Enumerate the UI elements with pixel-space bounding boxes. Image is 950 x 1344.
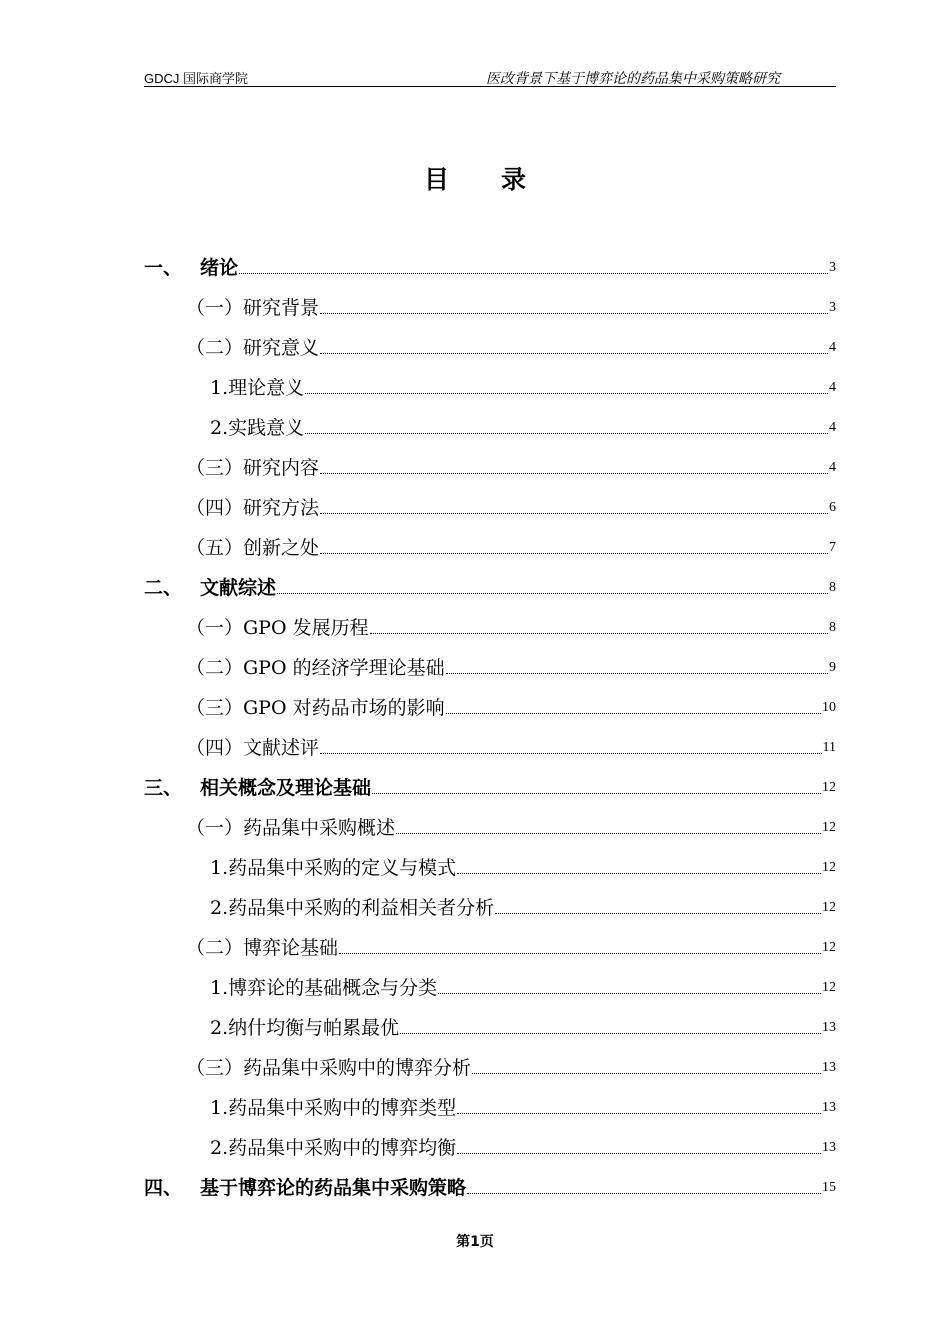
toc-dot-leader <box>372 793 821 794</box>
toc-entry-text: （三）研究内容 <box>186 457 320 479</box>
toc-entry[interactable] <box>144 438 836 478</box>
toc-page-number: 12 <box>822 940 836 955</box>
toc-entry[interactable] <box>144 678 836 718</box>
toc-entry[interactable] <box>144 1078 836 1118</box>
toc-entry[interactable] <box>144 958 836 998</box>
toc-page-number: 8 <box>829 620 836 635</box>
toc-entry[interactable] <box>144 758 836 798</box>
toc-page-number: 3 <box>829 300 836 315</box>
toc-chapter-number: 四、 <box>144 1177 183 1199</box>
toc-entry-text: （一）研究背景 <box>186 297 320 319</box>
toc-entry-text: （二）GPO 的经济学理论基础 <box>186 657 445 679</box>
toc-entry-text: 1.药品集中采购中的博弈类型 <box>210 1097 457 1119</box>
toc-entry[interactable] <box>144 398 836 438</box>
toc-dot-leader <box>396 833 821 834</box>
toc-dot-leader <box>277 593 828 594</box>
toc-entry-text: （四）文献述评 <box>186 737 320 759</box>
header-institution: GDCJ 国际商学院 <box>144 71 249 86</box>
toc-entry-text: 2.药品集中采购中的博弈均衡 <box>210 1137 457 1159</box>
toc-entry-text: （二）博弈论基础 <box>186 937 339 959</box>
toc-entry[interactable] <box>144 878 836 918</box>
toc-entry-label <box>186 938 338 958</box>
toc-chapter-number: 一、 <box>144 257 183 279</box>
toc-page-number: 13 <box>822 1140 836 1155</box>
toc-entry[interactable] <box>144 478 836 518</box>
toc-entry-text: 1.药品集中采购的定义与模式 <box>210 857 457 879</box>
header-thesis-title: 医改背景下基于博弈论的药品集中采购策略研究 <box>486 72 780 87</box>
toc-dot-leader <box>457 873 821 874</box>
toc-entry-label <box>210 858 456 878</box>
toc-dot-leader <box>339 953 821 954</box>
toc-entry[interactable] <box>144 1158 836 1198</box>
toc-page-number: 10 <box>822 700 836 715</box>
toc-entry-text: （三）药品集中采购中的博弈分析 <box>186 1057 472 1079</box>
toc-page-number: 4 <box>829 380 836 395</box>
toc-dot-leader <box>457 1153 821 1154</box>
toc-title-char-1: 目 <box>423 165 449 194</box>
toc-entry-label <box>210 898 494 918</box>
toc-entry-label <box>186 338 319 358</box>
toc-entry-label <box>210 1138 456 1158</box>
toc-entry-label <box>186 738 319 758</box>
toc-dot-leader <box>446 673 828 674</box>
toc-entry[interactable] <box>144 798 836 838</box>
toc-entry-label <box>186 458 319 478</box>
table-of-contents <box>144 238 836 1198</box>
toc-dot-leader <box>239 273 828 274</box>
toc-entry[interactable] <box>144 718 836 758</box>
toc-entry-text: 基于博弈论的药品集中采购策略 <box>200 1177 467 1199</box>
toc-entry-label <box>144 1178 466 1198</box>
toc-entry-label <box>186 1058 471 1078</box>
toc-dot-leader <box>320 353 828 354</box>
toc-page-number: 3 <box>829 260 836 275</box>
toc-page-number: 4 <box>829 420 836 435</box>
toc-page-number: 9 <box>829 660 836 675</box>
toc-page-number: 11 <box>822 740 836 755</box>
toc-entry[interactable] <box>144 558 836 598</box>
toc-page-number: 12 <box>822 900 836 915</box>
toc-entry-label <box>186 618 369 638</box>
toc-dot-leader <box>320 313 828 314</box>
toc-dot-leader <box>495 913 821 914</box>
toc-dot-leader <box>320 473 828 474</box>
toc-entry[interactable] <box>144 598 836 638</box>
toc-entry-text: （四）研究方法 <box>186 497 320 519</box>
toc-dot-leader <box>472 1073 821 1074</box>
toc-chapter-number: 三、 <box>144 777 183 799</box>
toc-dot-leader <box>305 393 828 394</box>
toc-entry-text: （一）GPO 发展历程 <box>186 617 369 639</box>
toc-entry-label <box>186 698 445 718</box>
toc-page-number: 13 <box>822 1060 836 1075</box>
toc-entry-text: 文献综述 <box>200 577 277 599</box>
toc-entry[interactable] <box>144 278 836 318</box>
toc-title <box>0 160 950 196</box>
toc-entry-text: （三）GPO 对药品市场的影响 <box>186 697 445 719</box>
toc-entry[interactable] <box>144 918 836 958</box>
toc-entry-label <box>186 818 395 838</box>
toc-dot-leader <box>457 1113 821 1114</box>
toc-entry-text: （一）药品集中采购概述 <box>186 817 396 839</box>
page-number-footer: 第1页 <box>456 1234 494 1250</box>
toc-entry[interactable] <box>144 518 836 558</box>
toc-entry[interactable] <box>144 1038 836 1078</box>
toc-page-number: 4 <box>829 460 836 475</box>
toc-entry-text: 2.实践意义 <box>210 417 305 439</box>
toc-entry-label <box>210 1018 399 1038</box>
toc-page-number: 12 <box>822 860 836 875</box>
toc-entry-label <box>144 258 238 278</box>
toc-entry-text: （五）创新之处 <box>186 537 320 559</box>
toc-entry-label <box>210 1098 456 1118</box>
toc-page-number: 6 <box>829 500 836 515</box>
toc-page-number: 13 <box>822 1020 836 1035</box>
toc-entry-label <box>210 418 304 438</box>
toc-entry-text: （二）研究意义 <box>186 337 320 359</box>
toc-dot-leader <box>370 633 828 634</box>
toc-page-number: 7 <box>829 540 836 555</box>
toc-page-number: 8 <box>829 580 836 595</box>
toc-dot-leader <box>438 993 821 994</box>
toc-entry[interactable] <box>144 1118 836 1158</box>
toc-entry-label <box>144 778 371 798</box>
toc-dot-leader <box>320 553 828 554</box>
toc-entry-text: 绪论 <box>200 257 239 279</box>
toc-entry-text: 相关概念及理论基础 <box>200 777 372 799</box>
toc-entry[interactable] <box>144 998 836 1038</box>
page-header <box>144 64 836 87</box>
toc-entry-text: 1.理论意义 <box>210 377 305 399</box>
toc-title-char-2: 录 <box>501 165 527 194</box>
toc-entry[interactable] <box>144 358 836 398</box>
toc-page-number: 15 <box>822 1180 836 1195</box>
toc-entry-text: 1.博弈论的基础概念与分类 <box>210 977 438 999</box>
toc-dot-leader <box>305 433 828 434</box>
toc-entry-label <box>210 978 437 998</box>
toc-entry[interactable] <box>144 238 836 278</box>
toc-entry[interactable] <box>144 838 836 878</box>
toc-entry-label <box>186 298 319 318</box>
toc-chapter-number: 二、 <box>144 577 183 599</box>
toc-entry-label <box>186 538 319 558</box>
toc-dot-leader <box>446 713 821 714</box>
toc-page-number: 13 <box>822 1100 836 1115</box>
toc-entry-text: 2.纳什均衡与帕累最优 <box>210 1017 400 1039</box>
toc-entry[interactable] <box>144 638 836 678</box>
toc-dot-leader <box>467 1193 821 1194</box>
toc-entry[interactable] <box>144 318 836 358</box>
toc-page-number: 12 <box>822 820 836 835</box>
toc-dot-leader <box>320 513 828 514</box>
toc-dot-leader <box>320 753 822 754</box>
toc-page-number: 12 <box>822 780 836 795</box>
toc-page-number: 12 <box>822 980 836 995</box>
toc-entry-text: 2.药品集中采购的利益相关者分析 <box>210 897 495 919</box>
toc-entry-label <box>186 498 319 518</box>
toc-entry-label <box>210 378 304 398</box>
toc-entry-label <box>144 578 276 598</box>
toc-entry-label <box>186 658 445 678</box>
toc-dot-leader <box>400 1033 821 1034</box>
toc-page-number: 4 <box>829 340 836 355</box>
